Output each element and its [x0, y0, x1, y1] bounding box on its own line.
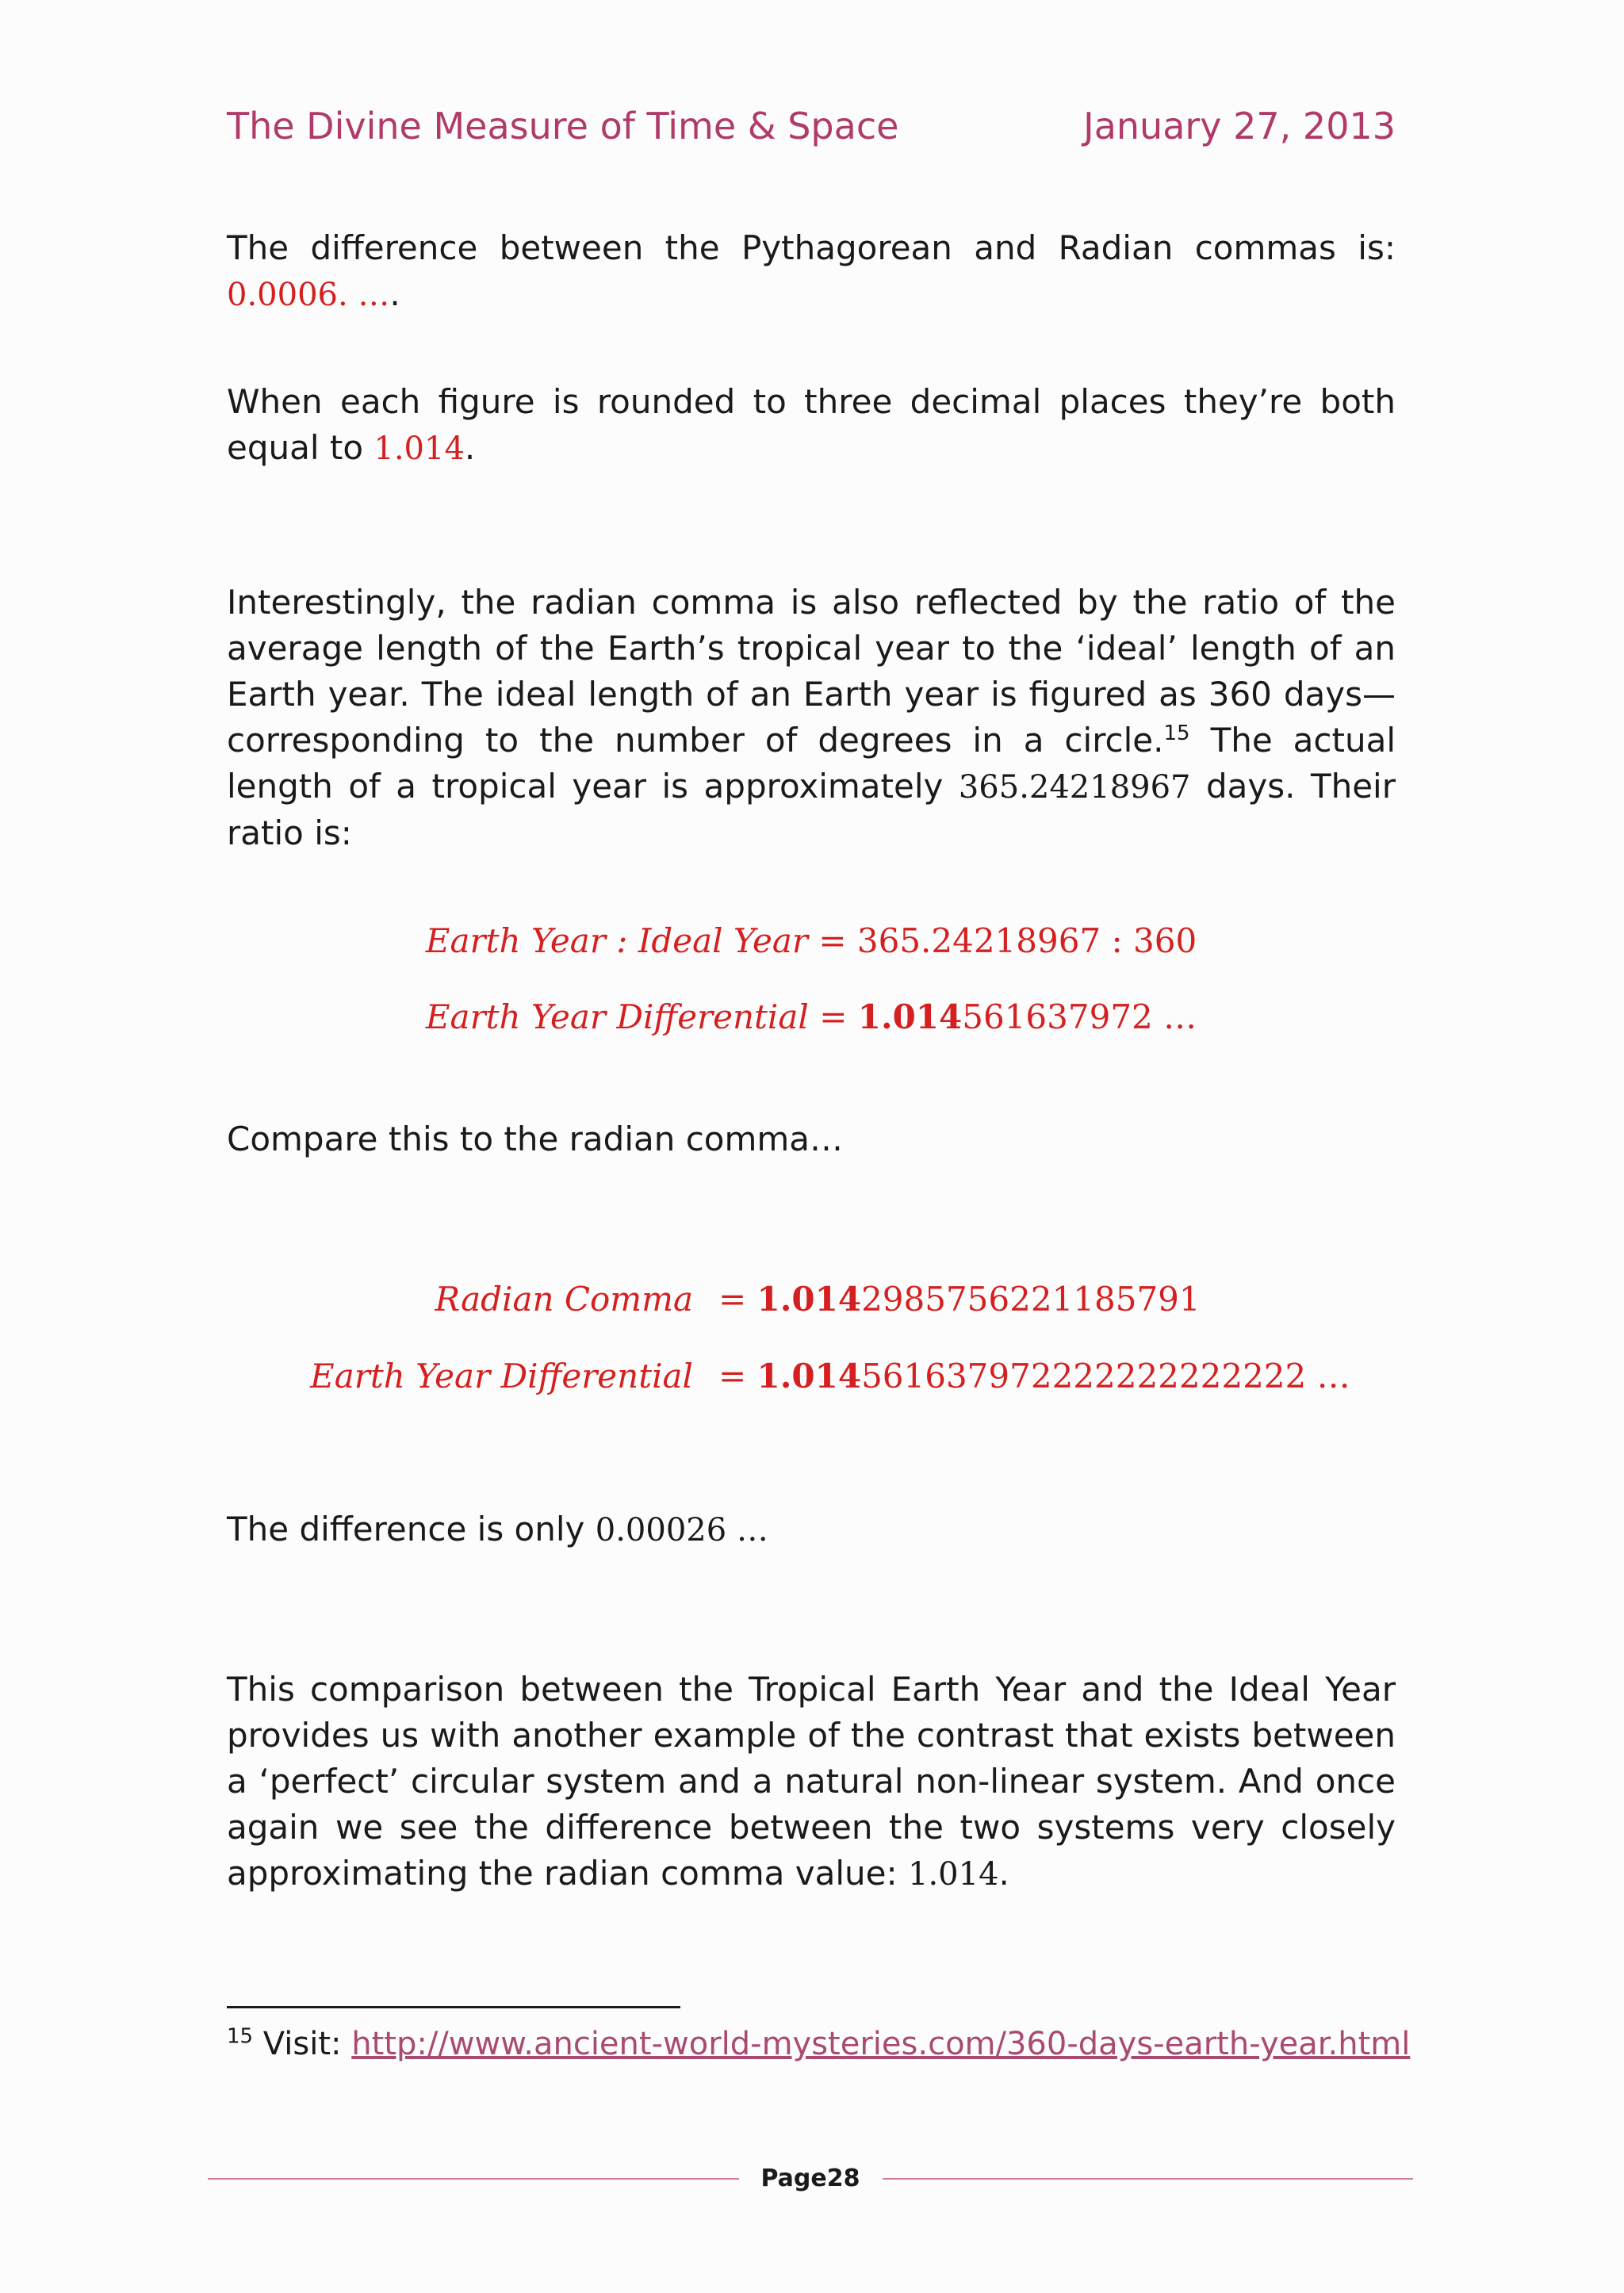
- footnote-divider: [227, 2006, 680, 2008]
- tropical-year-value: 365.24218967: [958, 769, 1191, 806]
- paragraph-rounded: When each figure is rounded to three decimal places they’re both equal to 1.014.: [227, 382, 1396, 467]
- footnote-reference[interactable]: 15: [1163, 722, 1190, 745]
- paragraph-comma-difference: The difference between the Pythagorean and Radian commas is: 0.0006. ….: [227, 228, 1396, 313]
- comma-difference-value: 0.0006. …: [227, 277, 390, 313]
- equation-ratio: Earth Year : Ideal Year = 365.24218967 : 360: [425, 921, 1197, 960]
- document-title: The Divine Measure of Time & Space: [227, 105, 899, 147]
- document-date: January 27, 2013: [1083, 105, 1396, 147]
- equation-differential: Earth Year Differential = 1.014561637972 …: [425, 997, 1197, 1036]
- footnote-link[interactable]: http://www.ancient-world-mysteries.com/360-days-earth-year.html: [351, 2026, 1411, 2062]
- radian-comma-value: 1.014: [908, 1856, 999, 1893]
- footer-rule-right: [883, 2178, 1414, 2180]
- page-number: Page28: [760, 2165, 860, 2192]
- paragraph-difference: The difference is only 0.00026 …: [227, 1510, 768, 1548]
- page-footer: [208, 2165, 1413, 2192]
- rounded-value: 1.014: [373, 431, 465, 467]
- paragraph-compare: Compare this to the radian comma…: [227, 1120, 844, 1158]
- footnote: $^{15}$ Visit: http://www.ancient-world-mysteries.com/360-days-earth-year.html: [227, 2024, 1411, 2062]
- footer-rule-left: [208, 2178, 739, 2180]
- difference-value: 0.00026 …: [595, 1512, 768, 1548]
- page-header: [227, 105, 1396, 147]
- paragraph-conclusion: This comparison between the Tropical Earth Year and the Ideal Year provides us with another example of the contrast that exists between a ‘perfect’ circular system and a natural non-linear system. And once again we see the difference between the two systems very closely approximating the radian comma value: 1.014.: [227, 1670, 1396, 1893]
- paragraph-tropical-year: Interestingly, the radian comma is also reflected by the ratio of the average length of the Earth’s tropical year to the ‘ideal’ length of an Earth year. The ideal length of an Earth year is figured as 360 days—corresponding to the number of degrees in a circle.$^{15}$ The actual length of a tropical year is approximately 365.24218967 days. Their ratio is:: [227, 583, 1396, 852]
- footnote-number: 15: [227, 2024, 254, 2049]
